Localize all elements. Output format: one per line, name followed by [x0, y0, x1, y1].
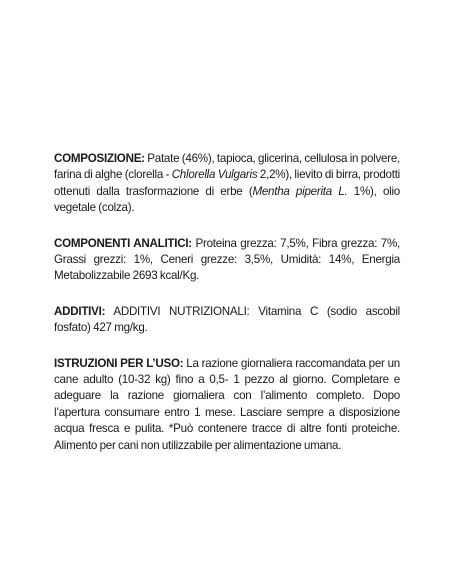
instructions-label: ISTRUZIONI PER L’USO:: [54, 356, 184, 370]
instructions-text: La razione giornaliera raccomandata per un cane adulto (10-32 kg) fino a 0,5- 1 pezzo al giorno. Completare e adeguare la razione giornaliera con l’alimento completo. Dopo l’apertura consumare entro 1 mese. Lasciare sempre a disposizione acqua fresca e pulita. *Può contenere tracce di altre fonti proteiche. Alimento per cani non utilizzabile per alimentazione umana.: [54, 356, 400, 452]
composition-text-1: Patate (46%), tapioca, glicerina, cellulosa in polvere, farina di alghe (clorella -: [54, 152, 400, 182]
composition-section: [54, 151, 400, 217]
composition-label: COMPOSIZIONE:: [54, 152, 145, 165]
additives-label: ADDITIVI:: [54, 304, 106, 318]
composition-italic-2: Mentha piperita L.: [252, 184, 348, 198]
composition-italic-1: Chlorella Vulgaris: [171, 168, 258, 182]
composition-text-2: 2,2%), lievito di birra, prodotti ottenuti dalla trasformazione di erbe (: [54, 168, 400, 198]
analytical-components-text: Proteina grezza: 7,5%, Fibra grezza: 7%, Grassi grezzi: 1%, Ceneri grezze: 3,5%, Umidità: 14%, Energia Metabolizzabile 2693 kcal/Kg.: [54, 236, 400, 283]
additives-text: ADDITIVI NUTRIZIONALI: Vitamina C (sodio ascobil fosfato) 427 mg/kg.: [54, 304, 400, 335]
additives-section: [54, 304, 400, 337]
analytical-components-section: [54, 236, 400, 285]
instructions-section: [54, 356, 400, 454]
composition-text-3: 1%), olio vegetale (colza).: [54, 184, 401, 215]
product-label-text: [54, 151, 400, 473]
analytical-components-label: COMPONENTI ANALITICI:: [54, 236, 192, 250]
